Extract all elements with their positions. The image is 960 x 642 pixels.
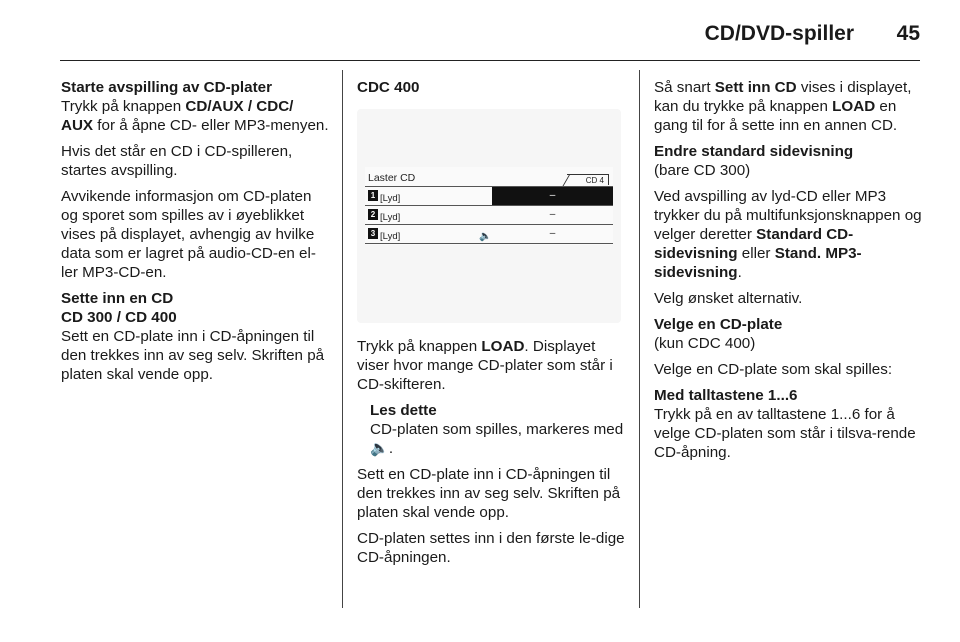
text: Trykk på knappen bbox=[61, 98, 186, 115]
section-heading: Sette inn en CD bbox=[61, 290, 174, 307]
paragraph bbox=[61, 97, 329, 135]
text: vises i displayet, kan du trykke på knappen bbox=[654, 79, 912, 115]
button-name: CD/AUX / CDC/ AUX bbox=[61, 98, 294, 134]
menu-option: Stand. MP3-sidevisning bbox=[654, 245, 862, 281]
speaker-icon: 🔈 bbox=[479, 231, 492, 242]
column-2 bbox=[357, 78, 627, 574]
text: en gang til for å sette inn en annen CD. bbox=[654, 98, 898, 134]
slot-number: 3 bbox=[368, 228, 378, 239]
slot-number: 1 bbox=[368, 190, 378, 201]
paragraph: CD-platen settes inn i den første le-dige CD-åpningen. bbox=[357, 530, 625, 566]
text: eller bbox=[737, 245, 775, 262]
section-heading: CDC 400 bbox=[357, 79, 420, 96]
column-divider bbox=[639, 70, 640, 608]
slot-number: 2 bbox=[368, 209, 378, 220]
paragraph: (bare CD 300) bbox=[654, 162, 751, 179]
button-name: LOAD bbox=[481, 338, 525, 355]
paragraph: Velge en CD-plate som skal spilles: bbox=[654, 361, 893, 378]
column-3 bbox=[654, 78, 924, 469]
slot-label: [Lyd] bbox=[380, 212, 401, 223]
paragraph bbox=[654, 187, 924, 282]
paragraph bbox=[357, 337, 627, 394]
display-illustration bbox=[357, 109, 621, 323]
button-name: LOAD bbox=[832, 98, 876, 115]
paragraph: Hvis det står en CD i CD-spilleren, startes avspilling. bbox=[61, 143, 293, 179]
menu-option: Standard CD-sidevisning bbox=[654, 226, 854, 262]
display-screen bbox=[365, 167, 613, 245]
paragraph: (kun CDC 400) bbox=[654, 335, 756, 352]
slot-value: – bbox=[549, 209, 556, 220]
page-header bbox=[60, 18, 920, 61]
cd-slot-row bbox=[365, 205, 613, 224]
paragraph: Sett en CD-plate inn i CD-åpningen til den trekkes inn av seg selv. Skriften på platen skal vende opp. bbox=[61, 328, 325, 383]
note-box bbox=[370, 401, 627, 458]
slot-value: – bbox=[549, 228, 556, 239]
section-heading: Endre standard sidevisning bbox=[654, 143, 854, 160]
cd-slot-row bbox=[365, 224, 613, 244]
slot-label: [Lyd] bbox=[380, 231, 401, 242]
note-text: CD-platen som spilles, markeres med 🔈. bbox=[370, 421, 624, 457]
slot-value-selected: – bbox=[492, 187, 613, 205]
text: Ved avspilling av lyd-CD eller MP3 trykker du på multifunksjonsknappen og velger deretter bbox=[654, 188, 922, 243]
display-title: Laster CD bbox=[368, 172, 416, 184]
page-number: 45 bbox=[896, 22, 920, 45]
paragraph: Trykk på en av talltastene 1...6 for å velge CD-platen som står i tilsva-rende CD-åpning. bbox=[654, 406, 916, 461]
column-1 bbox=[61, 78, 329, 391]
display-message: Sett inn CD bbox=[714, 79, 797, 96]
text: Trykk på knappen bbox=[357, 338, 482, 355]
paragraph: Sett en CD-plate inn i CD-åpningen til den trekkes inn av seg selv. Skriften på platen skal vende opp. bbox=[357, 466, 621, 521]
page-title: CD/DVD-spiller bbox=[704, 22, 854, 45]
subsection-heading: CD 300 / CD 400 bbox=[61, 309, 177, 326]
text: . Displayet viser hvor mange CD-plater som står i CD-skifteren. bbox=[357, 338, 613, 393]
paragraph: Velg ønsket alternativ. bbox=[654, 290, 803, 307]
section-heading: Velge en CD-plate bbox=[654, 316, 783, 333]
text: . bbox=[737, 264, 742, 281]
column-divider bbox=[342, 70, 343, 608]
section-heading: Starte avspilling av CD-plater bbox=[61, 79, 273, 96]
slot-label: [Lyd] bbox=[380, 193, 401, 204]
text: Så snart bbox=[654, 79, 715, 96]
note-heading: Les dette bbox=[370, 402, 437, 419]
paragraph bbox=[654, 78, 924, 135]
cd-tab: CD 4 bbox=[567, 174, 609, 185]
cd-slot-list bbox=[365, 186, 613, 244]
text: for å åpne CD- eller MP3-menyen. bbox=[93, 117, 329, 134]
cd-slot-row bbox=[365, 186, 613, 205]
subsection-heading: Med talltastene 1...6 bbox=[654, 387, 798, 404]
paragraph: Avvikende informasjon om CD-platen og sporet som spilles av i øyeblikket vises på displayet, avhengig av hvilke data som er lagret på audio-CD-en el-ler MP3-CD-en. bbox=[61, 188, 316, 281]
